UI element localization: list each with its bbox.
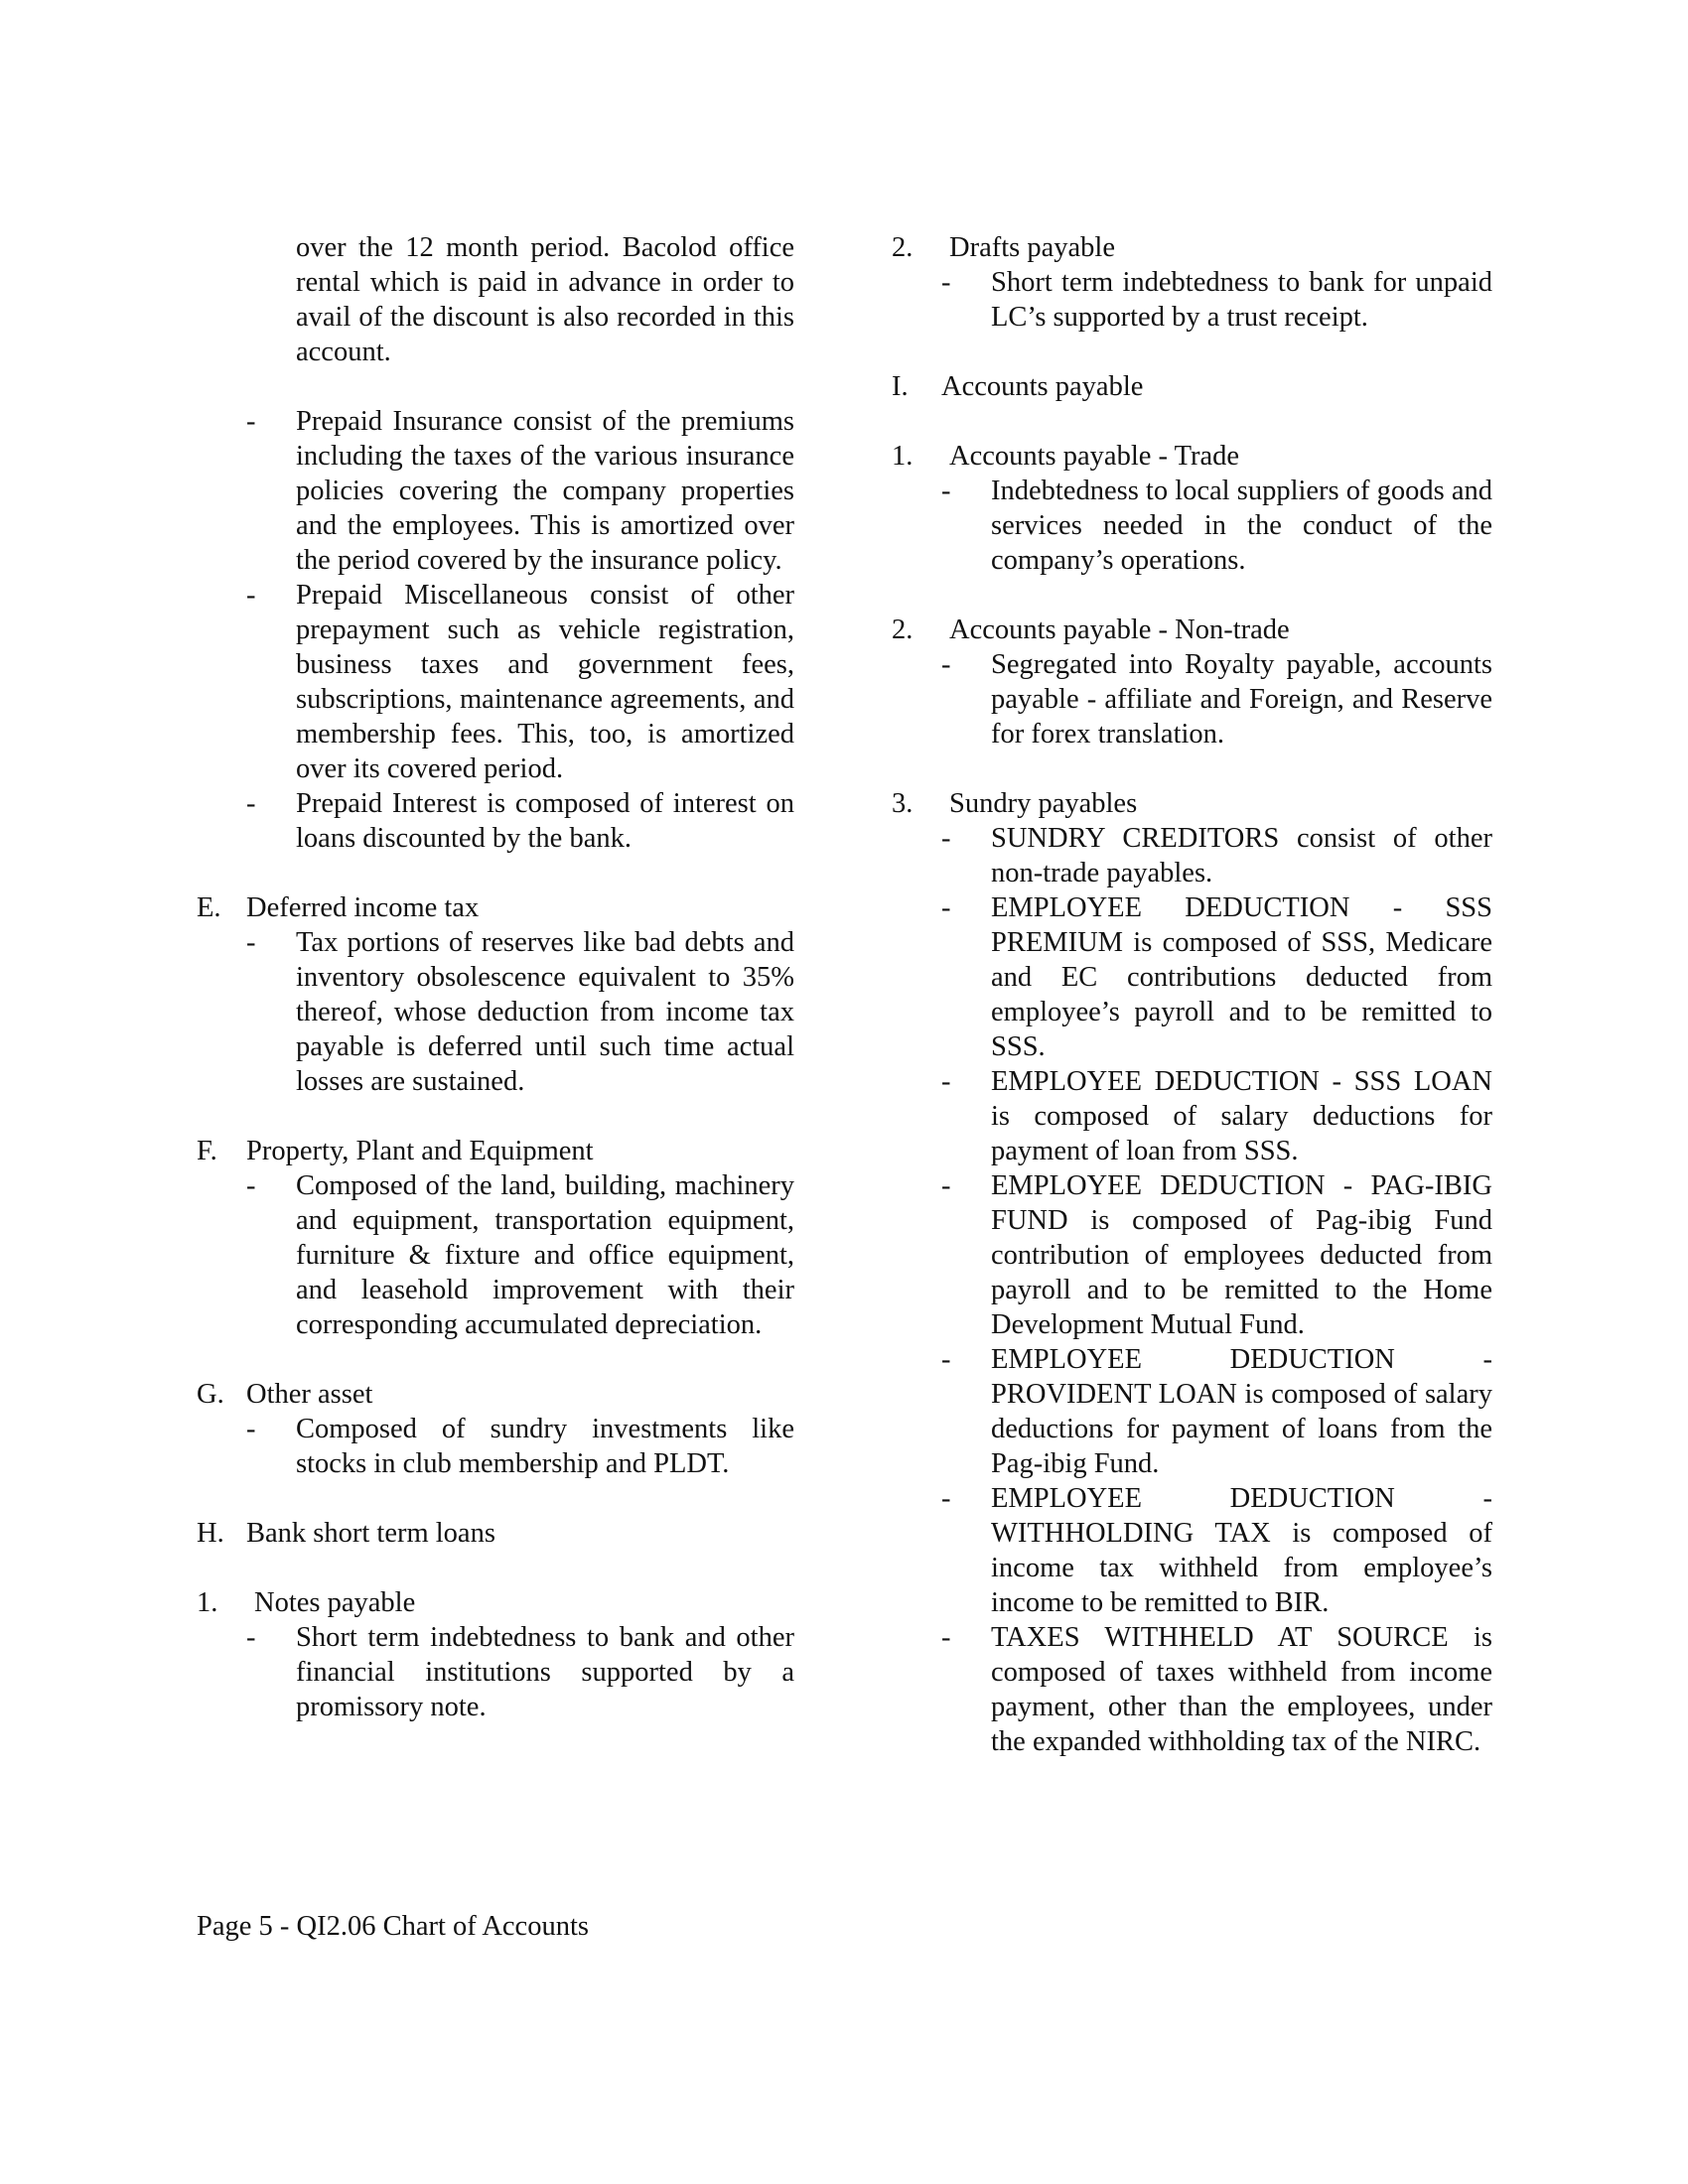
ppe-item xyxy=(197,1168,794,1342)
bullet-dash: - xyxy=(941,476,951,506)
bullet-dash: - xyxy=(941,1344,951,1375)
section-heading-e xyxy=(197,890,794,925)
subsection-mark: 2. xyxy=(892,232,914,263)
bullet-dash: - xyxy=(941,649,951,680)
bullet-dash: - xyxy=(246,1170,256,1201)
subsection-title: Drafts payable xyxy=(949,232,1115,263)
subsection-mark: 2. xyxy=(892,614,914,645)
pag-ibig-fund-item xyxy=(892,1168,1492,1342)
section-heading-g xyxy=(197,1377,794,1412)
deferred-tax-item xyxy=(197,925,794,1099)
bullet-dash: - xyxy=(941,1483,951,1514)
left-column xyxy=(197,230,794,1724)
right-column xyxy=(892,230,1492,1759)
prepaid-interest-item xyxy=(197,786,794,856)
bullet-dash: - xyxy=(941,892,951,923)
bullet-dash: - xyxy=(246,788,256,819)
bullet-dash: - xyxy=(941,267,951,298)
item-text: Short term indebtedness to bank for unpaid LC’s supported by a trust receipt. xyxy=(991,267,1492,333)
section-mark: I. xyxy=(892,371,909,402)
taxes-withheld-item xyxy=(892,1620,1492,1759)
sss-premium-item xyxy=(892,890,1492,1064)
section-title: Bank short term loans xyxy=(246,1518,495,1549)
item-text: Composed of the land, building, machinery and equipment, transportation equipment, furniture & fixture and office equipment, and leasehold improvement with their corresponding accumulated depreciation. xyxy=(296,1170,794,1340)
subsection-mark: 3. xyxy=(892,788,914,819)
subsection-title: Accounts payable - Non-trade xyxy=(949,614,1290,645)
subsection-heading-ap-trade xyxy=(892,439,1492,474)
bullet-dash: - xyxy=(941,1170,951,1201)
section-mark: F. xyxy=(197,1136,217,1166)
section-mark: H. xyxy=(197,1518,224,1549)
subsection-title: Sundry payables xyxy=(949,788,1138,819)
section-heading-i xyxy=(892,369,1492,404)
subsection-heading-sundry-payables xyxy=(892,786,1492,821)
item-text: Prepaid Interest is composed of interest on loans discounted by the bank. xyxy=(296,788,794,854)
bullet-dash: - xyxy=(246,580,256,611)
item-text: Prepaid Insurance consist of the premiums including the taxes of the various insurance policies covering the company properties and the employees. This is amortized over the period covered by the insurance policy. xyxy=(296,406,794,576)
item-text: Short term indebtedness to bank and other financial institutions supported by a promissory note. xyxy=(296,1622,794,1722)
item-text: EMPLOYEE DEDUCTION - PAG-IBIG FUND is composed of Pag-ibig Fund contribution of employees deducted from payroll and to be remitted to the Home Development Mutual Fund. xyxy=(991,1170,1492,1340)
prepaid-misc-item xyxy=(197,578,794,786)
sss-loan-item xyxy=(892,1064,1492,1168)
item-text: EMPLOYEE DEDUCTION - PROVIDENT LOAN is composed of salary deductions for payment of loans from the Pag-ibig Fund. xyxy=(991,1344,1492,1479)
item-text: EMPLOYEE DEDUCTION - SSS PREMIUM is composed of SSS, Medicare and EC contributions deducted from employee’s payroll and to be remitted to SSS. xyxy=(991,892,1492,1062)
section-heading-h xyxy=(197,1516,794,1551)
ap-trade-item xyxy=(892,474,1492,578)
item-text: Tax portions of reserves like bad debts and inventory obsolescence equivalent to 35% thereof, whose deduction from income tax payable is deferred until such time actual losses are sustained. xyxy=(296,927,794,1097)
section-mark: E. xyxy=(197,892,221,923)
subsection-title: Accounts payable - Trade xyxy=(949,441,1240,472)
section-mark: G. xyxy=(197,1379,224,1410)
subsection-heading-ap-nontrade xyxy=(892,613,1492,647)
bullet-dash: - xyxy=(941,1622,951,1653)
bullet-dash: - xyxy=(246,927,256,958)
item-text: Composed of sundry investments like stocks in club membership and PLDT. xyxy=(296,1414,794,1479)
item-text: EMPLOYEE DEDUCTION - WITHHOLDING TAX is composed of income tax withheld from employee’s income to be remitted to BIR. xyxy=(991,1483,1492,1618)
section-title: Other asset xyxy=(246,1379,373,1410)
item-text: EMPLOYEE DEDUCTION - SSS LOAN is composed of salary deductions for payment of loan from SSS. xyxy=(991,1066,1492,1166)
bullet-dash: - xyxy=(246,1622,256,1653)
bullet-dash: - xyxy=(941,823,951,854)
bullet-dash: - xyxy=(246,406,256,437)
subsection-heading-notes-payable xyxy=(197,1585,794,1620)
section-title: Deferred income tax xyxy=(246,892,480,923)
subsection-heading-drafts-payable xyxy=(892,230,1492,265)
page-footer: Page 5 - QI2.06 Chart of Accounts xyxy=(197,1911,589,1942)
item-text: SUNDRY CREDITORS consist of other non-trade payables. xyxy=(991,823,1492,888)
subsection-title: Notes payable xyxy=(254,1587,416,1618)
bullet-dash: - xyxy=(246,1414,256,1444)
subsection-mark: 1. xyxy=(892,441,914,472)
continued-paragraph: over the 12 month period. Bacolod office rental which is paid in advance in order to avail of the discount is also recorded in this account. xyxy=(296,232,794,367)
provident-loan-item xyxy=(892,1342,1492,1481)
subsection-mark: 1. xyxy=(197,1587,218,1618)
bullet-dash: - xyxy=(941,1066,951,1097)
other-asset-item xyxy=(197,1412,794,1481)
drafts-payable-item xyxy=(892,265,1492,335)
section-heading-f xyxy=(197,1134,794,1168)
item-text: Segregated into Royalty payable, accounts payable - affiliate and Foreign, and Reserve for forex translation. xyxy=(991,649,1492,750)
section-title: Property, Plant and Equipment xyxy=(246,1136,594,1166)
section-title: Accounts payable xyxy=(941,371,1144,402)
withholding-tax-item xyxy=(892,1481,1492,1620)
notes-payable-item xyxy=(197,1620,794,1724)
item-text: Prepaid Miscellaneous consist of other prepayment such as vehicle registration, business taxes and government fees, subscriptions, maintenance agreements, and membership fees. This, too, is amortized over its covered period. xyxy=(296,580,794,784)
prepaid-insurance-item xyxy=(197,404,794,578)
ap-nontrade-item xyxy=(892,647,1492,751)
sundry-creditors-item xyxy=(892,821,1492,890)
item-text: TAXES WITHHELD AT SOURCE is composed of taxes withheld from income payment, other than the employees, under the expanded withholding tax of the NIRC. xyxy=(991,1622,1492,1757)
item-text: Indebtedness to local suppliers of goods and services needed in the conduct of the company’s operations. xyxy=(991,476,1492,576)
